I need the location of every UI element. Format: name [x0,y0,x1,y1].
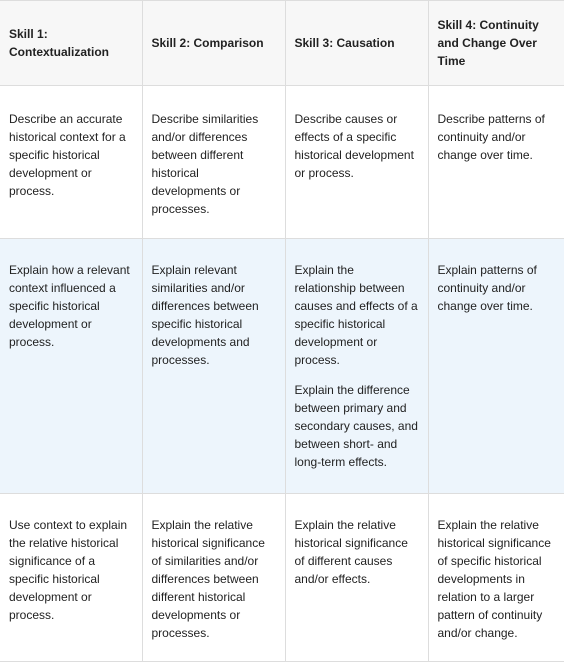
table-cell [428,494,564,662]
header-row [0,1,564,86]
table-cell [0,239,142,494]
table-cell [428,239,564,494]
header-skill-4: Skill 4: Continuity and Change Over Time [428,1,564,86]
table-row [0,86,564,239]
cell-text: Describe patterns of continuity and/or change over time. [437,112,545,162]
header-skill-1: Skill 1: Contextualization [0,1,142,86]
table-cell [142,239,285,494]
cell-text: Use context to explain the relative historical significance of a specific historical development or process. [9,518,128,622]
table-cell [0,494,142,662]
cell-text: Describe an accurate historical context for a specific historical development or process. [9,112,126,198]
cell-text: Explain the relationship between causes and effects of a specific historical development or process. [294,263,418,367]
cell-text: Explain patterns of continuity and/or change over time. [437,263,537,313]
cell-text: Explain the relative historical significance of specific historical developments in relation to a larger pattern of continuity and/or change. [437,518,551,640]
cell-text: Explain how a relevant context influenced a specific historical development or process. [9,263,130,349]
header-skill-3: Skill 3: Causation [285,1,428,86]
cell-text: Describe similarities and/or differences between different historical developments or processes. [151,112,259,216]
table-cell [285,86,428,239]
table-cell [285,239,428,494]
table-cell [142,86,285,239]
cell-text: Explain relevant similarities and/or differences between specific historical developments and processes. [151,263,259,367]
cell-text: Explain the relative historical significance of different causes and/or effects. [294,518,408,586]
table-cell [428,86,564,239]
cell-text: Explain the difference between primary and secondary causes, and between short- and long-term effects. [294,383,418,469]
table-row [0,239,564,494]
cell-text: Describe causes or effects of a specific historical development or process. [294,112,414,180]
cell-text: Explain the relative historical significance of similarities and/or differences between different historical developments or processes. [151,518,265,640]
table-cell [285,494,428,662]
table-row [0,494,564,662]
header-skill-2: Skill 2: Comparison [142,1,285,86]
table-cell [0,86,142,239]
table-cell [142,494,285,662]
